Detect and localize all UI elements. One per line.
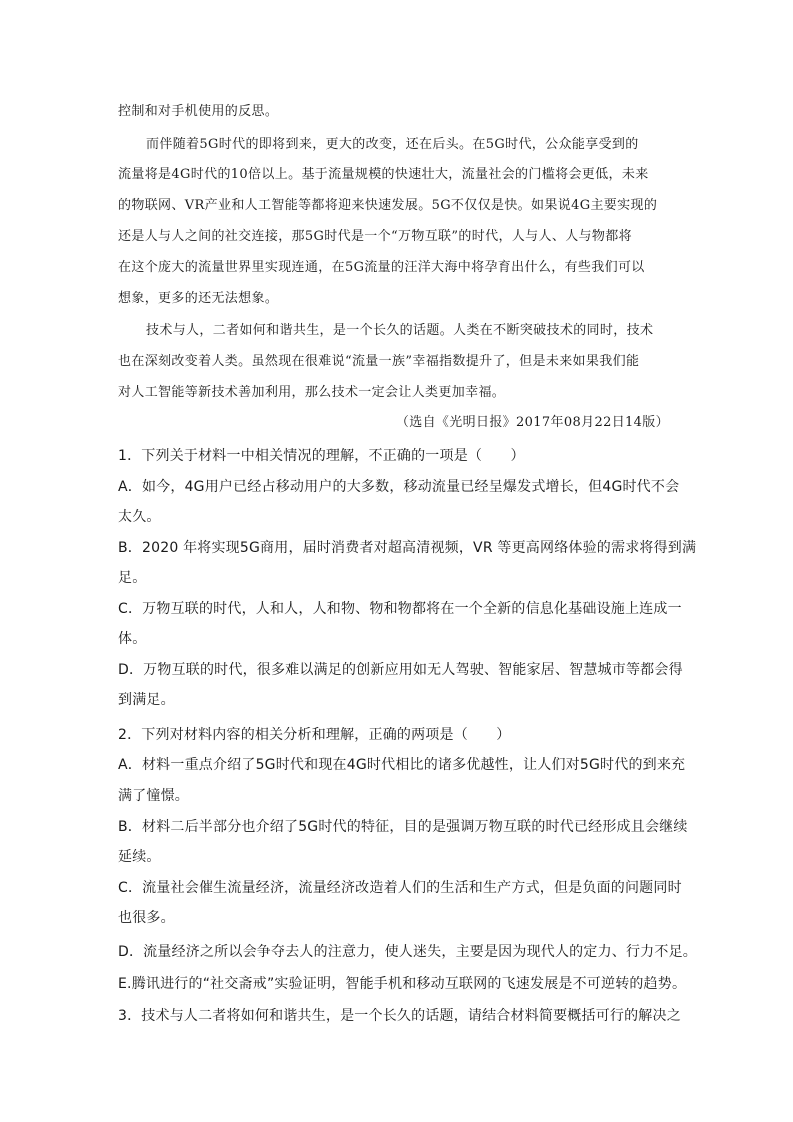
option-line: 太久。 <box>118 509 161 525</box>
source-citation: （选自《光明日报》2017年08月22日14版） <box>395 415 669 430</box>
passage-line: 在这个庞大的流量世界里实现连通，在5G流量的汪洋大海中将孕育出什么，有些我们可以 <box>118 260 645 275</box>
passage-line: 还是人与人之间的社交连接，那5G时代是一个“万物互联”的时代，人与人、人与物都将 <box>118 229 632 244</box>
option-line: 到满足。 <box>118 692 175 708</box>
option-line: C．流量社会催生流量经济，流量经济改造着人们的生活和生产方式，但是负面的问题同时 <box>118 880 682 896</box>
passage-line: 控制和对手机使用的反思。 <box>118 104 279 119</box>
passage-line: 对人工智能等新技术善加利用，那么技术一定会让人类更加幸福。 <box>118 385 506 400</box>
option-line: C．万物互联的时代，人和人，人和物、物和物都将在一个全新的信息化基础设施上连成一 <box>118 601 682 617</box>
passage-line: 的物联网、VR产业和人工智能等都将迎来快速发展。5G不仅仅是快。如果说4G主要实现的 <box>118 198 658 213</box>
option-line: 延续。 <box>118 849 161 865</box>
option-line: A．如今，4G用户已经占移动用户的大多数，移动流量已经呈爆发式增长，但4G时代不会 <box>118 479 680 495</box>
passage-line: 而伴随着5G时代的即将到来，更大的改变，还在后头。在5G时代，公众能享受到的 <box>146 137 639 152</box>
passage-line: 流量将是4G时代的10倍以上。基于流量规模的快速壮大，流量社会的门槛将会更低，未来 <box>118 167 649 182</box>
option-line: D．流量经济之所以会争夺去人的注意力，使人迷失，主要是因为现代人的定力、行力不足。 <box>118 944 697 960</box>
question-3: 3．技术与人二者将如何和谐共生，是一个长久的话题，请结合材料简要概括可行的解决之 <box>118 1008 681 1024</box>
passage-line: 技术与人，二者如何和谐共生，是一个长久的话题。人类在不断突破技术的同时，技术 <box>146 323 654 338</box>
question-2: 2．下列对材料内容的相关分析和理解，正确的两项是（ ） <box>118 727 511 743</box>
option-line: B．2020 年将实现5G商用，届时消费者对超高清视频，VR 等更高网络体验的需求将得到满 <box>118 540 697 556</box>
passage-line: 想象，更多的还无法想象。 <box>118 291 279 306</box>
option-line: 满了憧憬。 <box>118 788 189 804</box>
option-line: E.腾讯进行的“社交斋戒”实验证明，智能手机和移动互联网的飞速发展是不可逆转的趋势。 <box>118 976 687 992</box>
option-line: A．材料一重点介绍了5G时代和现在4G时代相比的诸多优越性，让人们对5G时代的到来充 <box>118 757 686 773</box>
option-line: 足。 <box>118 570 147 586</box>
option-line: B．材料二后半部分也介绍了5G时代的特征，目的是强调万物互联的时代已经形成且会继续 <box>118 819 688 835</box>
option-line: D．万物互联的时代，很多难以满足的创新应用如无人驾驶、智能家居、智慧城市等都会得 <box>118 662 683 678</box>
question-1: 1．下列关于材料一中相关情况的理解，不正确的一项是（ ） <box>118 448 525 464</box>
option-line: 也很多。 <box>118 910 175 926</box>
passage-line: 也在深刻改变着人类。虽然现在很难说“流量一族”幸福指数提升了，但是未来如果我们能 <box>118 354 640 369</box>
option-line: 体。 <box>118 631 147 647</box>
